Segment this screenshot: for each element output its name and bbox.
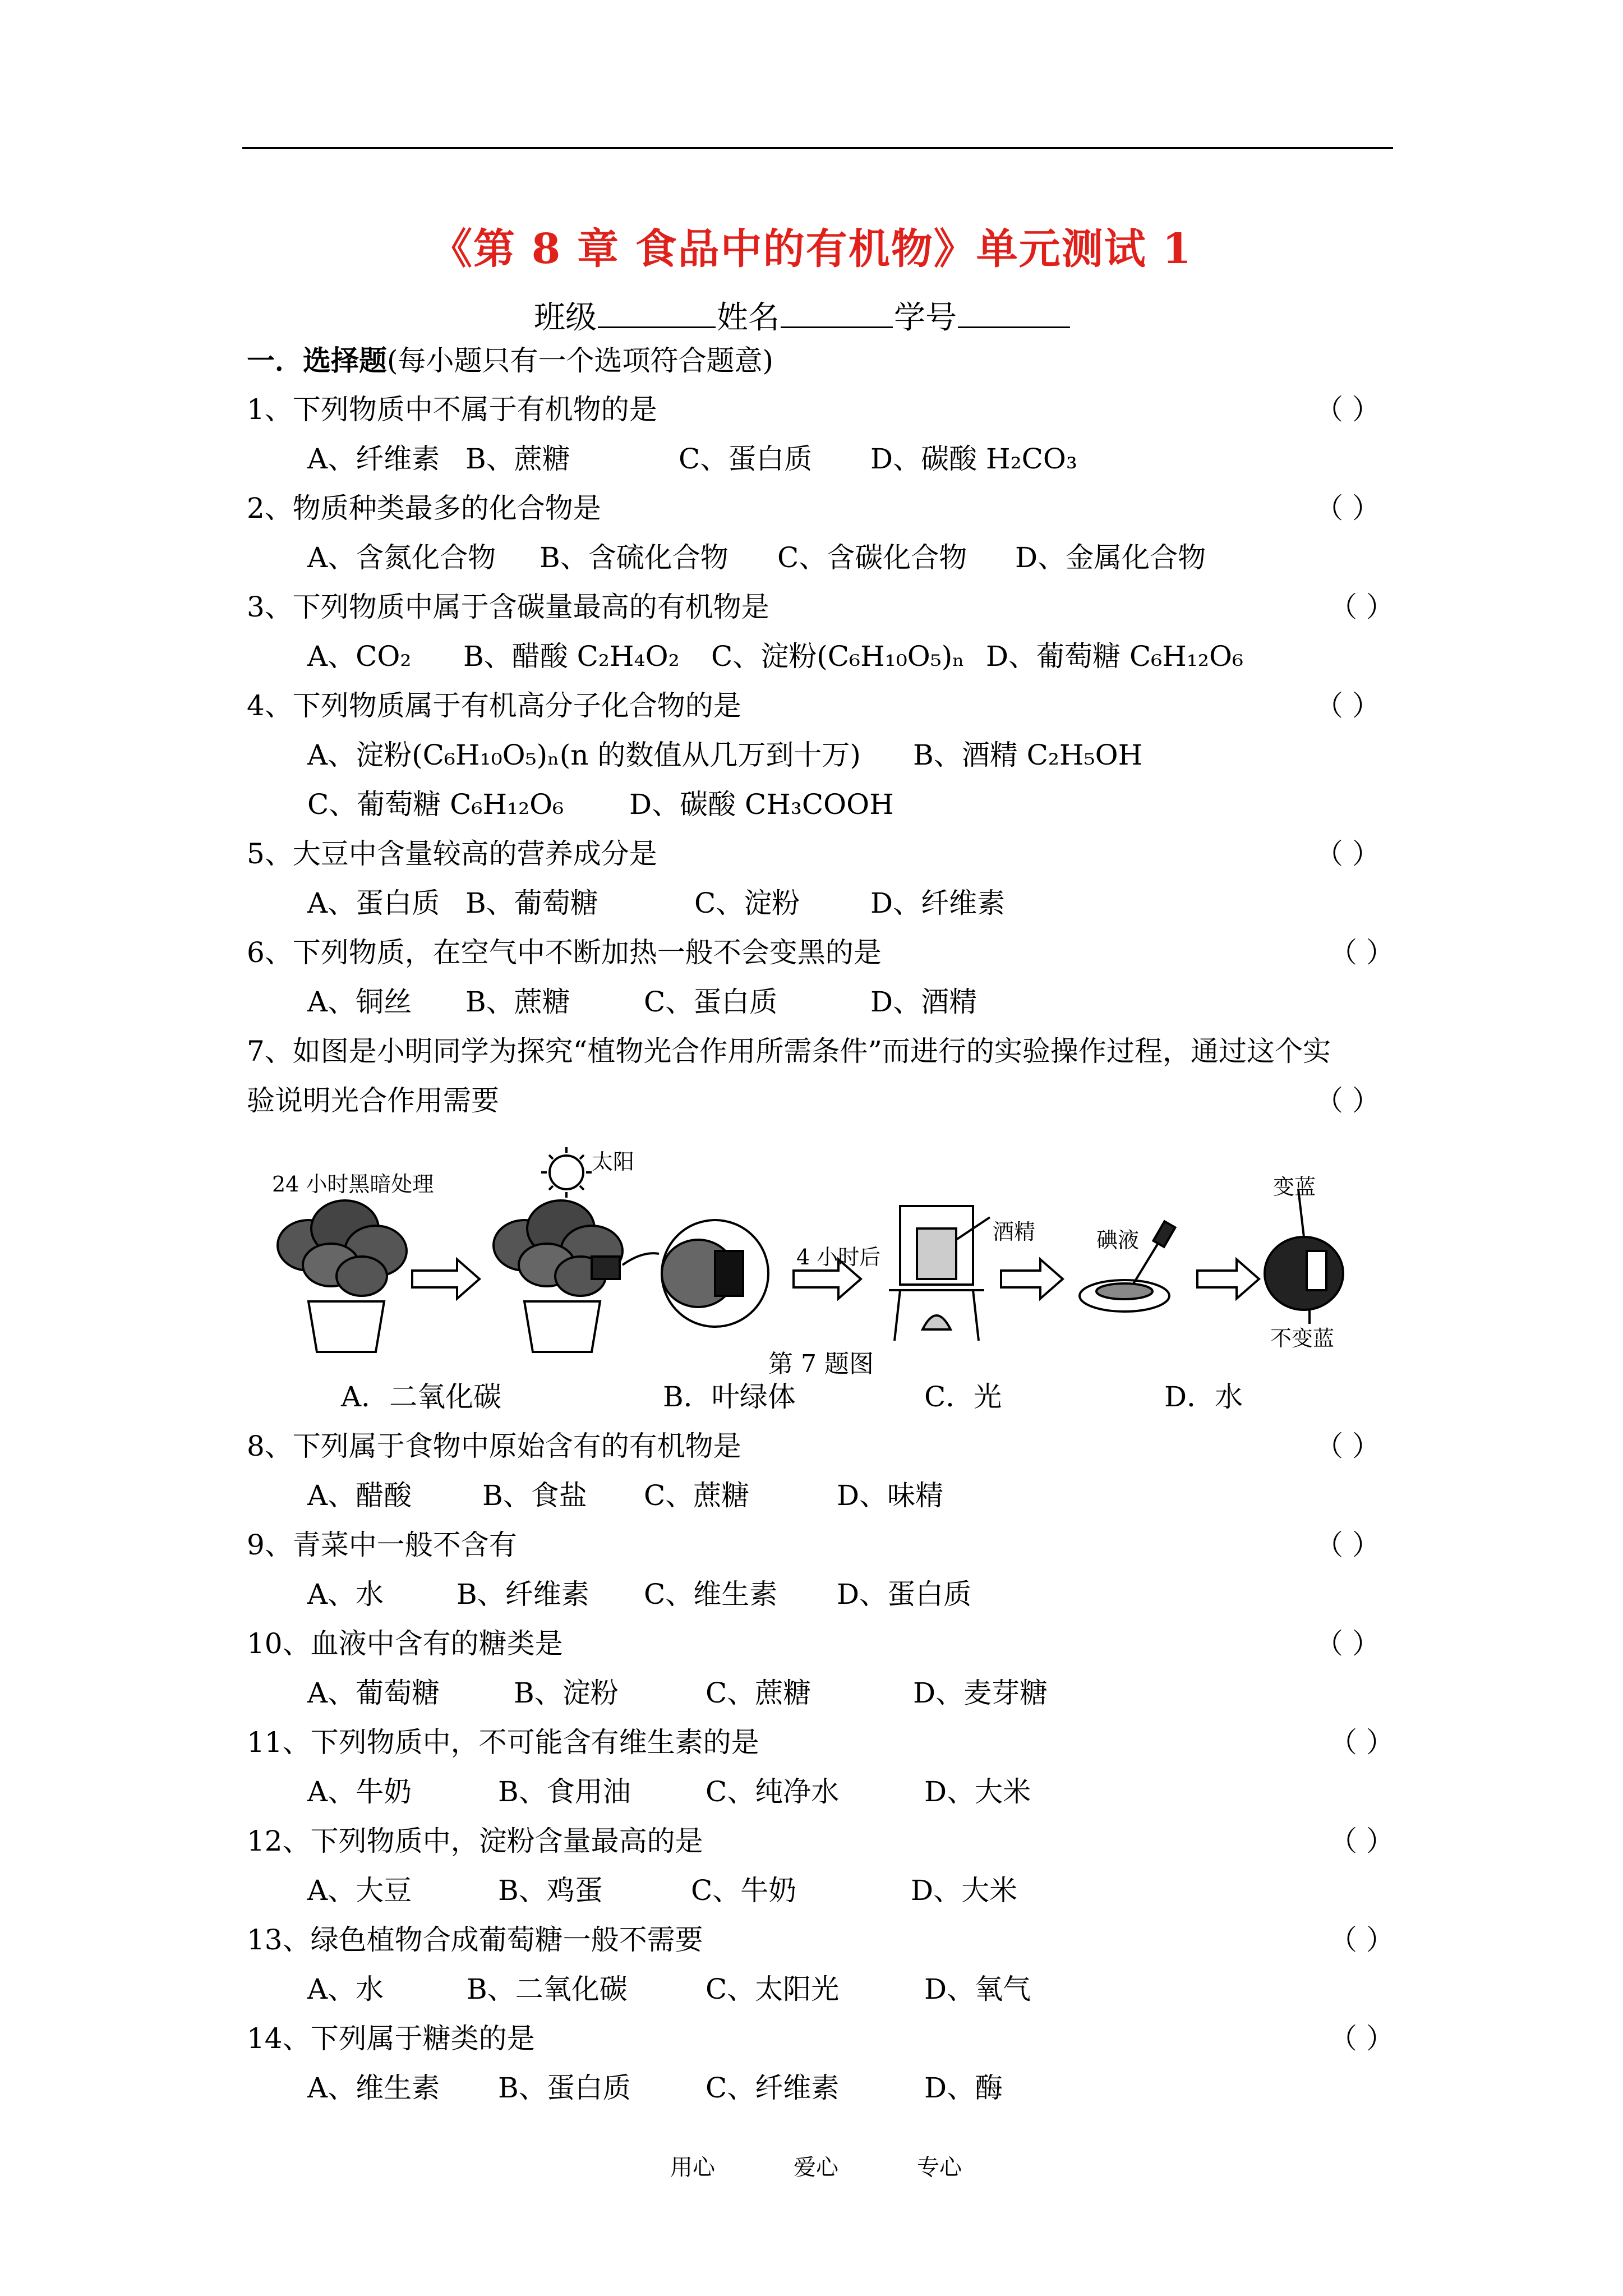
section-note: (每小题只有一个选项符合题意) [387,344,774,377]
option-d[interactable]: D、酶 [924,2072,1003,2104]
option-b[interactable]: B、醋酸 C₂H₄O₂ [463,640,680,673]
option-b[interactable]: B．叶绿体 [663,1381,796,1413]
option-b[interactable]: B、二氧化碳 [467,1973,628,2005]
option-b[interactable]: B、蔗糖 [465,443,570,475]
question-12-stem: 12、下列物质中，淀粉含量最高的是 [247,1825,703,1857]
option-b[interactable]: B、淀粉 [514,1677,619,1709]
question-5-stem: 5、大豆中含量较高的营养成分是 [247,838,657,870]
question-14-answer-paren[interactable]: （ ） [1329,2022,1394,2055]
option-a[interactable]: A、含氮化合物 [307,541,496,574]
option-c[interactable]: C、纯净水 [706,1775,840,1808]
question-12-answer-paren[interactable]: （ ） [1329,1825,1394,1857]
question-7-figure [255,1144,1349,1358]
name-blank[interactable] [781,297,893,328]
arrow-icon [1001,1259,1063,1299]
option-b[interactable]: B、纤维素 [457,1578,589,1611]
option-d[interactable]: D、纤维素 [870,887,1006,919]
question-9-stem: 9、青菜中一般不含有 [247,1529,517,1561]
option-d[interactable]: D、碳酸 H₂CO₃ [870,443,1077,475]
page-title: 《第 8 章 食品中的有机物》单元测试 1 [430,225,1193,273]
label-turns-blue: 变蓝 [1273,1175,1316,1199]
option-c[interactable]: C、牛奶 [691,1874,797,1907]
option-d[interactable]: D．水 [1164,1381,1243,1413]
question-7-stem-line-1: 7、如图是小明同学为探究“植物光合作用所需条件”而进行的实验操作过程，通过这个实 [247,1035,1331,1068]
arrow-icon [412,1259,479,1299]
label-dark-treatment: 24 小时黑暗处理 [272,1172,434,1197]
question-7-answer-paren[interactable]: （ ） [1315,1084,1380,1117]
question-9-answer-paren[interactable]: （ ） [1315,1529,1380,1561]
option-c[interactable]: C、蛋白质 [679,443,813,475]
question-5-answer-paren[interactable]: （ ） [1315,838,1380,870]
potted-plant-dark-icon [278,1200,407,1352]
question-8-answer-paren[interactable]: （ ） [1315,1430,1380,1462]
option-c[interactable]: C、太阳光 [706,1973,840,2005]
option-b[interactable]: B、蔗糖 [465,986,570,1018]
option-a[interactable]: A、大豆 [307,1874,412,1907]
option-a[interactable]: A、蛋白质 [307,887,440,919]
option-a[interactable]: A、纤维素 [307,443,440,475]
potted-plant-light-icon [494,1200,659,1352]
option-d[interactable]: D、酒精 [870,986,978,1018]
option-a[interactable]: A、牛奶 [307,1775,412,1808]
option-d[interactable]: D、金属化合物 [1015,541,1206,574]
footer-text-3: 专心 [917,2155,962,2180]
option-c[interactable]: C、蔗糖 [644,1479,750,1512]
option-a[interactable]: A、维生素 [307,2072,440,2104]
option-c[interactable]: C、淀粉 [694,887,800,919]
question-10-answer-paren[interactable]: （ ） [1315,1627,1380,1660]
option-b[interactable]: B、食用油 [498,1775,631,1808]
option-c[interactable]: C、纤维素 [706,2072,840,2104]
question-7-stem-line-2: 验说明光合作用需要 [247,1084,499,1117]
option-b[interactable]: B、蛋白质 [498,2072,631,2104]
option-b[interactable]: B、鸡蛋 [498,1874,603,1907]
question-11-stem: 11、下列物质中，不可能含有维生素的是 [247,1726,759,1759]
question-2-answer-paren[interactable]: （ ） [1315,492,1380,524]
option-d[interactable]: D、碳酸 CH₃COOH [629,788,894,821]
option-a[interactable]: A、水 [307,1973,384,2005]
label-alcohol: 酒精 [993,1220,1036,1244]
option-b[interactable]: B、含硫化合物 [540,541,728,574]
option-a[interactable]: A、CO₂ [307,640,412,673]
covered-leaf-icon [662,1220,768,1327]
option-c[interactable]: C、淀粉(C₆H₁₀O₅)ₙ [711,640,965,673]
option-c[interactable]: C、维生素 [644,1578,778,1611]
question-14-stem: 14、下列属于糖类的是 [247,2022,535,2055]
student-id-blank[interactable] [958,297,1070,328]
option-d[interactable]: D、氧气 [924,1973,1031,2005]
option-c[interactable]: C、蛋白质 [644,986,778,1018]
option-a[interactable]: A、铜丝 [307,986,412,1018]
option-d[interactable]: D、大米 [924,1775,1031,1808]
class-blank[interactable] [598,297,716,328]
question-3-stem: 3、下列物质中属于含碳量最高的有机物是 [247,591,769,623]
label-sun: 太阳 [592,1149,635,1174]
figure-caption: 第 7 题图 [768,1350,874,1378]
question-6-stem: 6、下列物质，在空气中不断加热一般不会变黑的是 [247,936,882,969]
option-d[interactable]: D、麦芽糖 [913,1677,1048,1709]
class-label: 班级 [534,300,597,336]
question-3-answer-paren[interactable]: （ ） [1329,591,1394,623]
question-2-stem: 2、物质种类最多的化合物是 [247,492,601,524]
sun-icon [541,1147,592,1198]
student-id-label: 学号 [894,300,957,336]
question-1-stem: 1、下列物质中不属于有机物的是 [247,393,657,426]
arrow-icon [1197,1259,1259,1299]
question-10-stem: 10、血液中含有的糖类是 [247,1627,563,1660]
question-4-answer-paren[interactable]: （ ） [1315,689,1380,722]
option-c[interactable]: C．光 [924,1381,1002,1413]
option-a[interactable]: A、葡萄糖 [307,1677,440,1709]
option-b[interactable]: B、葡萄糖 [465,887,598,919]
question-11-answer-paren[interactable]: （ ） [1329,1726,1394,1759]
question-8-stem: 8、下列属于食物中原始含有的有机物是 [247,1430,741,1462]
option-d[interactable]: D、蛋白质 [837,1578,972,1611]
alcohol-heating-apparatus-icon [889,1206,990,1341]
footer-text-1: 用心 [670,2155,715,2180]
name-label: 姓名 [717,300,780,336]
option-c[interactable]: C、葡萄糖 C₆H₁₂O₆ [307,788,564,821]
question-6-answer-paren[interactable]: （ ） [1329,936,1394,969]
option-c[interactable]: C、蔗糖 [706,1677,811,1709]
section-heading [247,344,773,378]
option-a[interactable]: A、醋酸 [307,1479,412,1512]
student-info-fields [534,293,1071,338]
footer-text-2: 爱心 [794,2155,838,2180]
option-a[interactable]: A、淀粉(C₆H₁₀O₅)ₙ(n 的数值从几万到十万) [307,739,861,771]
option-d[interactable]: D、味精 [837,1479,944,1512]
option-b[interactable]: B、酒精 C₂H₅OH [913,739,1143,771]
question-1-answer-paren[interactable]: （ ） [1315,393,1380,426]
option-a[interactable]: A、水 [307,1578,384,1611]
option-d[interactable]: D、葡萄糖 C₆H₁₂O₆ [986,640,1244,673]
header-rule [242,147,1393,149]
question-4-stem: 4、下列物质属于有机高分子化合物的是 [247,689,741,722]
option-d[interactable]: D、大米 [911,1874,1018,1907]
option-c[interactable]: C、含碳化合物 [777,541,967,574]
option-a[interactable]: A．二氧化碳 [341,1381,502,1413]
option-b[interactable]: B、食盐 [482,1479,587,1512]
label-not-blue: 不变蓝 [1270,1326,1335,1351]
label-iodine: 碘液 [1096,1228,1140,1253]
label-four-hours: 4 小时后 [796,1245,881,1269]
question-13-stem: 13、绿色植物合成葡萄糖一般不需要 [247,1924,703,1956]
question-13-answer-paren[interactable]: （ ） [1329,1924,1394,1956]
result-leaf-icon [1265,1189,1343,1324]
section-title: 一．选择题 [247,344,387,377]
